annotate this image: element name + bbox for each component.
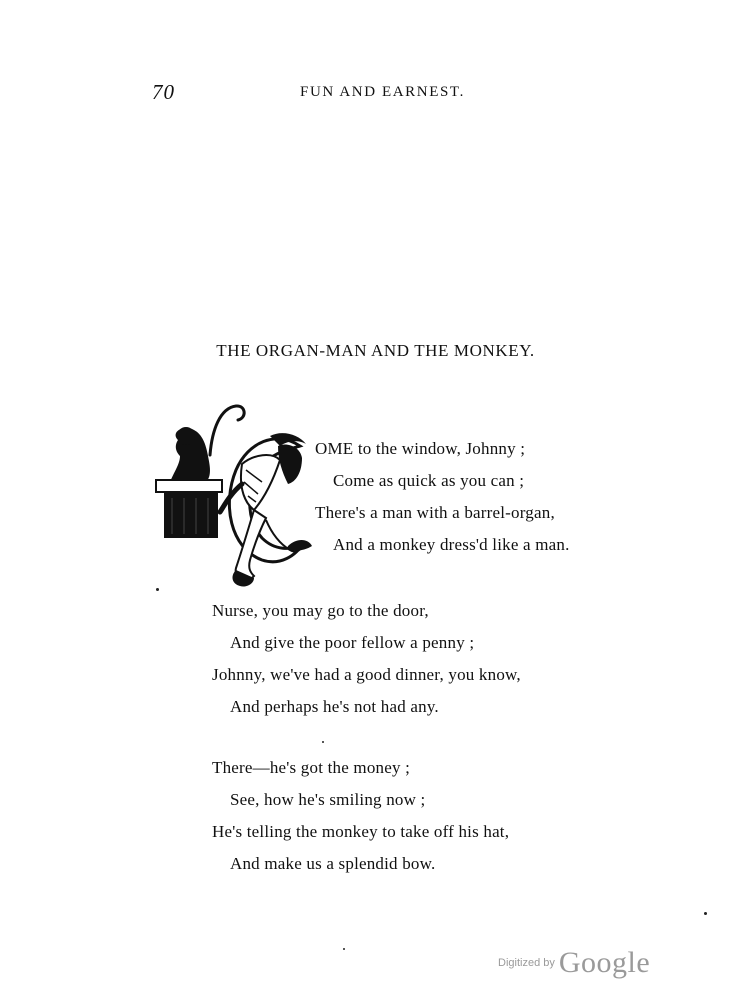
poem-line: And a monkey dress'd like a man.	[333, 535, 570, 554]
google-logo: Google	[558, 946, 651, 979]
poem-line: There's a man with a barrel-organ,	[315, 503, 555, 522]
poem-line: There—he's got the money ;	[212, 758, 411, 777]
print-speck	[704, 912, 707, 915]
drop-cap-c-illustration	[150, 400, 320, 600]
watermark-prefix: Digitized by	[498, 957, 555, 969]
poem-line: OME to the window, Johnny ;	[315, 439, 526, 458]
poem-line: Come as quick as you can ;	[333, 471, 525, 490]
print-speck	[156, 588, 159, 591]
print-speck	[343, 948, 345, 950]
poem-line: And perhaps he's not had any.	[230, 697, 439, 716]
poem-line: Nurse, you may go to the door,	[212, 601, 429, 620]
poem-line: And give the poor fellow a penny ;	[230, 633, 475, 652]
page-number: 70	[152, 80, 175, 104]
digitized-watermark	[498, 946, 650, 980]
print-speck	[322, 741, 324, 743]
poem-line: And make us a splendid bow.	[230, 854, 436, 873]
poem-line: Johnny, we've had a good dinner, you know,	[212, 665, 521, 684]
running-head: FUN AND EARNEST.	[300, 84, 465, 100]
poem-title: THE ORGAN-MAN AND THE MONKEY.	[216, 341, 535, 360]
poem-line: See, how he's smiling now ;	[230, 790, 426, 809]
poem-line: He's telling the monkey to take off his hat,	[212, 822, 510, 841]
